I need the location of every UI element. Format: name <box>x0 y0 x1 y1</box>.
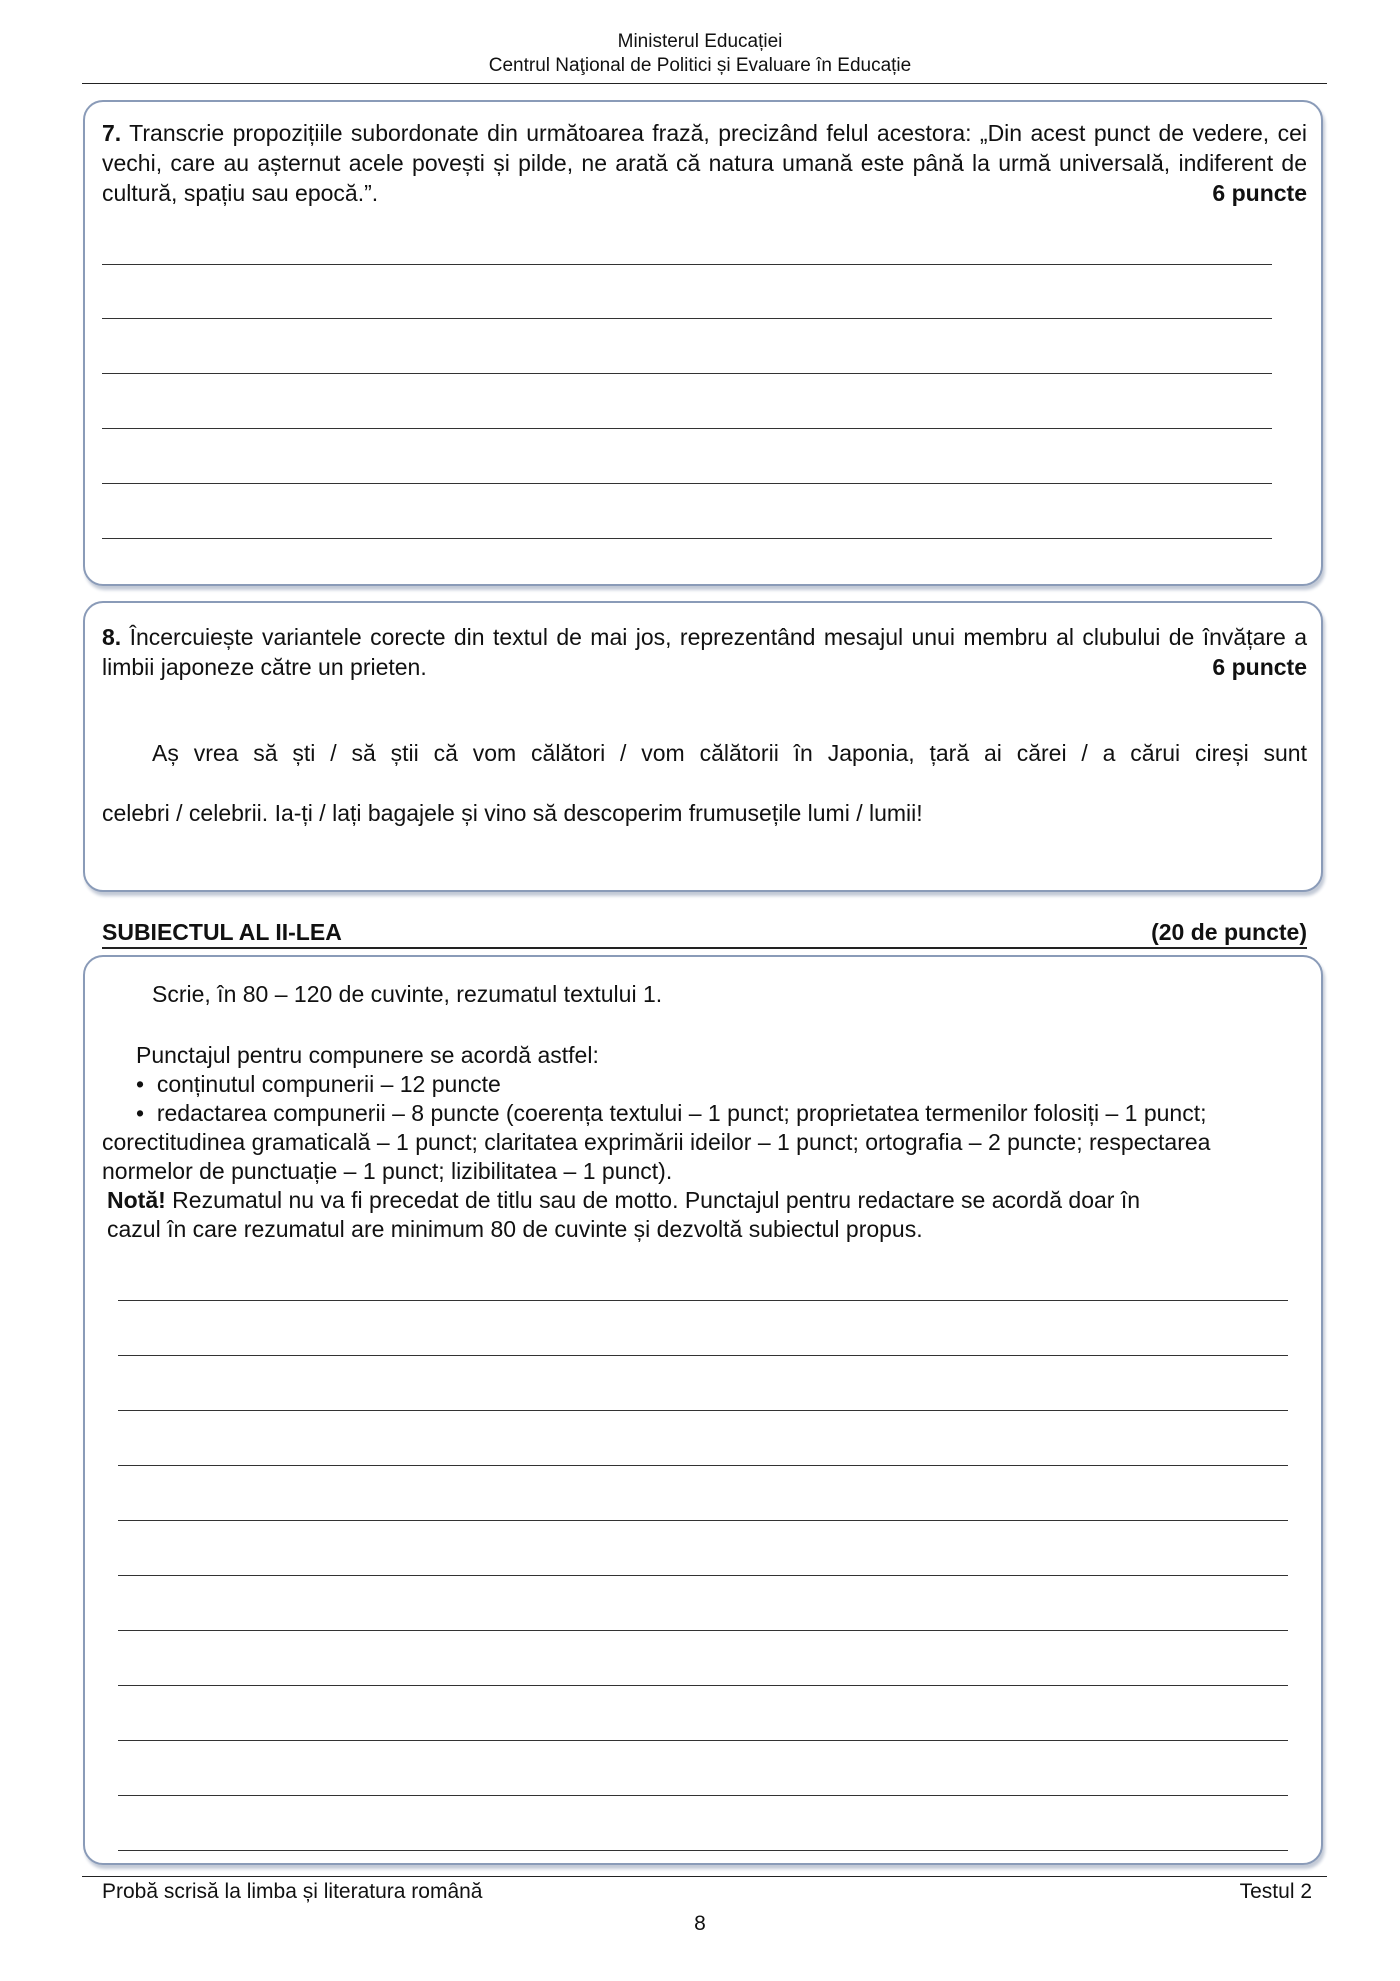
page-number: 8 <box>694 1912 706 1935</box>
scoring-bullet-2: • redactarea compunerii – 8 puncte (coerența textului – 1 punct; proprietatea termenilor folosiți – 1 punct; <box>136 1100 1207 1126</box>
question-8-passage-line-2: celebri / celebrii. Ia-ți / lați bagajele și vino să descoperim frumusețile lumi / lumii! <box>102 800 923 826</box>
question-8-prompt: Încercuiește variantele corecte din textul de mai jos, reprezentând mesajul unui membru al clubului de învățare a limbii japoneze către un prieten. <box>102 624 1307 680</box>
answer-line[interactable] <box>118 1685 1288 1686</box>
subject-2-title: SUBIECTUL AL II-LEA <box>102 919 342 945</box>
answer-line[interactable] <box>118 1630 1288 1631</box>
answer-line[interactable] <box>102 538 1272 539</box>
subject-2-task: Scrie, în 80 – 120 de cuvinte, rezumatul textului 1. <box>152 981 663 1007</box>
scoring-bullet-2-cont-1: corectitudinea gramaticală – 1 punct; claritatea exprimării ideilor – 1 punct; ortografia – 2 puncte; respectarea <box>102 1129 1211 1155</box>
scoring-bullet-1: • conținutul compunerii – 12 puncte <box>136 1071 501 1097</box>
question-8-text <box>102 622 1307 682</box>
answer-line[interactable] <box>118 1740 1288 1741</box>
question-8-passage-line-1: Aș vrea să ști / să știi că vom călători / vom călătorii în Japonia, țară ai cărei / a cărui cireși sunt <box>152 740 1307 766</box>
ministry-name: Ministerul Educației <box>617 31 783 52</box>
question-7-prompt: Transcrie propozițiile subordonate din următoarea frază, precizând felul acestora: „Din acest punct de vedere, cei vechi, care au așternut acele povești și pilde, ne arată că natura umană este până la urmă universală, indiferent de cultură, spațiu sau epocă.”. <box>102 120 1307 206</box>
answer-line[interactable] <box>118 1575 1288 1576</box>
footer-divider <box>82 1876 1327 1877</box>
document-header <box>0 30 1400 78</box>
answer-line[interactable] <box>102 264 1272 265</box>
answer-line[interactable] <box>118 1465 1288 1466</box>
subject-2-points: (20 de puncte) <box>1151 919 1307 945</box>
question-8-number: 8. <box>102 624 122 650</box>
note-text: Rezumatul nu va fi precedat de titlu sau de motto. Punctajul pentru redactare se acordă doar în <box>172 1187 1141 1213</box>
question-7-points: 6 puncte <box>1212 180 1307 206</box>
bullet-icon: • <box>136 1071 157 1097</box>
note-line-2: cazul în care rezumatul are minimum 80 de cuvinte și dezvoltă subiectul propus. <box>107 1216 923 1242</box>
footer-test-number: Testul 2 <box>1239 1880 1312 1903</box>
note-line-1 <box>107 1186 1140 1215</box>
scoring-bullet-2-cont-2: normelor de punctuație – 1 punct; lizibilitatea – 1 punct). <box>102 1158 673 1184</box>
answer-line[interactable] <box>118 1850 1288 1851</box>
scoring-intro: Punctajul pentru compunere se acordă astfel: <box>136 1042 599 1068</box>
answer-line[interactable] <box>118 1410 1288 1411</box>
answer-line[interactable] <box>118 1520 1288 1521</box>
subject-2-heading <box>102 918 1307 949</box>
answer-line[interactable] <box>118 1355 1288 1356</box>
footer-exam-name: Probă scrisă la limba și literatura română <box>102 1880 483 1903</box>
question-7-number: 7. <box>102 120 122 146</box>
question-8-points: 6 puncte <box>1212 654 1307 680</box>
answer-line[interactable] <box>118 1300 1288 1301</box>
answer-line[interactable] <box>118 1795 1288 1796</box>
center-name: Centrul Naţional de Politici și Evaluare în Educație <box>488 55 912 76</box>
bullet-icon: • <box>136 1100 157 1126</box>
answer-line[interactable] <box>102 483 1272 484</box>
answer-line[interactable] <box>102 428 1272 429</box>
question-7-text <box>102 118 1307 208</box>
answer-line[interactable] <box>102 318 1272 319</box>
answer-line[interactable] <box>102 373 1272 374</box>
header-divider <box>82 83 1327 84</box>
note-label: Notă! <box>107 1187 166 1213</box>
